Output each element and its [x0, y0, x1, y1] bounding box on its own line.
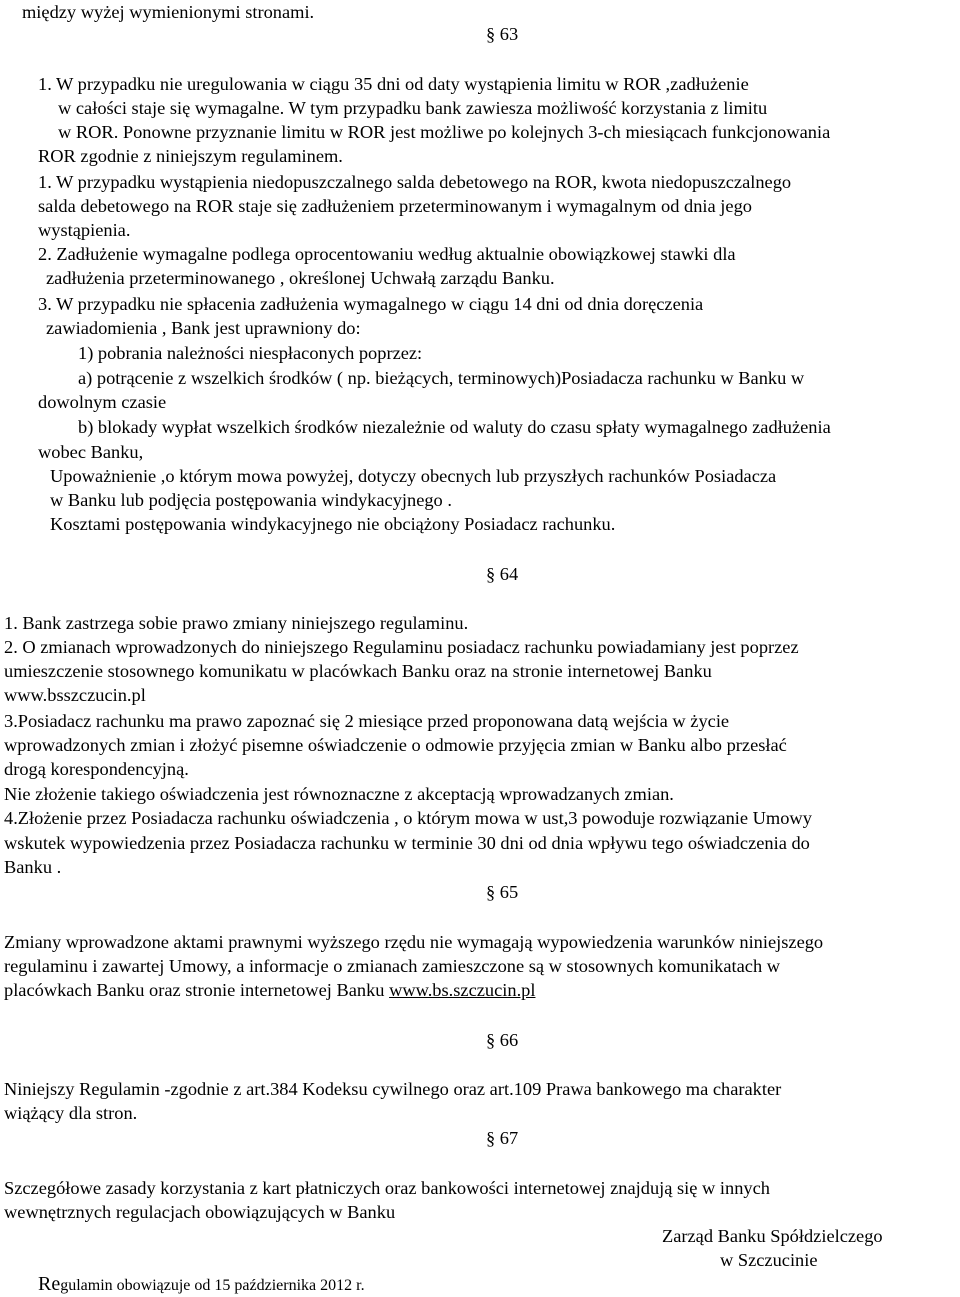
text-line: 1. W przypadku wystąpienia niedopuszczalnego salda debetowego na ROR, kwota niedopuszczalnego	[38, 172, 792, 192]
text-line: wiążący dla stron.	[4, 1103, 138, 1123]
text-line: 1. Bank zastrzega sobie prawo zmiany niniejszego regulaminu.	[4, 613, 469, 633]
text-line: 2. Zadłużenie wymagalne podlega oprocentowaniu według aktualnie obowiązkowej stawki dla	[38, 244, 736, 264]
text-line: Upoważnienie ,o którym mowa powyżej, dotyczy obecnych lub przyszłych rachunków Posiadacza	[50, 466, 777, 486]
text-line: między wyżej wymienionymi stronami.	[22, 2, 315, 22]
text-line: www.bsszczucin.pl	[4, 685, 146, 705]
text-line: wprowadzonych zmian i złożyć pisemne oświadczenie o odmowie przyjęcia zmian w Banku albo przesłać	[4, 735, 787, 755]
text-line: 3.Posiadacz rachunku ma prawo zapoznać się 2 miesiące przed proponowana datą wejścia w życie	[4, 711, 730, 731]
text-line	[4, 978, 535, 1002]
text-line: zawiadomienia , Bank jest uprawniony do:	[46, 318, 361, 338]
text-line: a) potrącenie z wszelkich środków ( np. bieżących, terminowych)Posiadacza rachunku w Banku w	[78, 368, 805, 388]
text-line: wskutek wypowiedzenia przez Posiadacza rachunku w terminie 30 dni od dnia wpływu tego oświadczenia do	[4, 833, 810, 853]
text-line: Banku .	[4, 857, 62, 877]
footer-prefix: Re	[38, 1273, 61, 1295]
text-line: 1. W przypadku nie uregulowania w ciągu 35 dni od daty wystąpienia limitu w ROR ,zadłużenie	[38, 74, 749, 94]
footer-text: gulamin obowiązuje od 15 października 2012 r.	[60, 1277, 365, 1294]
text-line: wystąpienia.	[38, 220, 131, 240]
text-segment: placówkach Banku oraz stronie internetowej Banku	[4, 980, 390, 1000]
text-line: 4.Złożenie przez Posiadacza rachunku oświadczenia , o którym mowa w ust,3 powoduje rozwiązanie Umowy	[4, 808, 812, 828]
section-heading-64: § 64	[486, 564, 519, 584]
text-line: zadłużenia przeterminowanego , określonej Uchwałą zarządu Banku.	[46, 268, 555, 288]
signature-line: Zarząd Banku Spółdzielczego	[662, 1226, 883, 1246]
text-line: Nie złożenie takiego oświadczenia jest równoznaczne z akceptacją wprowadzanych zmian.	[4, 784, 674, 804]
text-line: wobec Banku,	[38, 442, 144, 462]
text-line: w całości staje się wymagalne. W tym przypadku bank zawiesza możliwość korzystania z limitu	[58, 98, 768, 118]
text-line: drogą korespondencyjną.	[4, 759, 189, 779]
section-heading-67: § 67	[486, 1128, 519, 1148]
text-line: 3. W przypadku nie spłacenia zadłużenia wymagalnego w ciągu 14 dni od dnia doręczenia	[38, 294, 704, 314]
text-line: w Banku lub podjęcia postępowania windykacyjnego .	[50, 490, 452, 510]
text-line: dowolnym czasie	[38, 392, 167, 412]
text-line: 1) pobrania należności niespłaconych poprzez:	[78, 343, 423, 363]
section-heading-66: § 66	[486, 1030, 519, 1050]
bank-website-link[interactable]: www.bs.szczucin.pl	[389, 980, 536, 1000]
text-line: Niniejszy Regulamin -zgodnie z art.384 Kodeksu cywilnego oraz art.109 Prawa bankowego ma charakter	[4, 1079, 782, 1099]
text-line: b) blokady wypłat wszelkich środków niezależnie od waluty do czasu spłaty wymagalnego zadłużenia	[78, 417, 831, 437]
section-heading-65: § 65	[486, 882, 519, 902]
text-line: umieszczenie stosownego komunikatu w placówkach Banku oraz na stronie internetowej Banku	[4, 661, 712, 681]
text-line: salda debetowego na ROR staje się zadłużeniem przeterminowanym i wymagalnym od dnia jego	[38, 196, 752, 216]
text-line: ROR zgodnie z niniejszym regulaminem.	[38, 146, 343, 166]
section-heading-63: § 63	[486, 24, 519, 44]
text-line: regulaminu i zawartej Umowy, a informacje o zmianach zamieszczone są w stosownych komunikatach w	[4, 956, 781, 976]
text-line: w ROR. Ponowne przyznanie limitu w ROR jest możliwe po kolejnych 3-ch miesiącach funkcjonowania	[58, 122, 831, 142]
text-line: Kosztami postępowania windykacyjnego nie obciążony Posiadacz rachunku.	[50, 514, 616, 534]
text-line: 2. O zmianach wprowadzonych do niniejszego Regulaminu posiadacz rachunku powiadamiany jest poprzez	[4, 637, 799, 657]
text-line: wewnętrznych regulacjach obowiązujących w Banku	[4, 1202, 396, 1222]
text-line: Zmiany wprowadzone aktami prawnymi wyższego rzędu nie wymagają wypowiedzenia warunków niniejszego	[4, 932, 824, 952]
signature-line: w Szczucinie	[720, 1250, 818, 1270]
text-line: Szczegółowe zasady korzystania z kart płatniczych oraz bankowości internetowej znajdują się w innych	[4, 1178, 770, 1198]
page-footer	[38, 1274, 365, 1296]
